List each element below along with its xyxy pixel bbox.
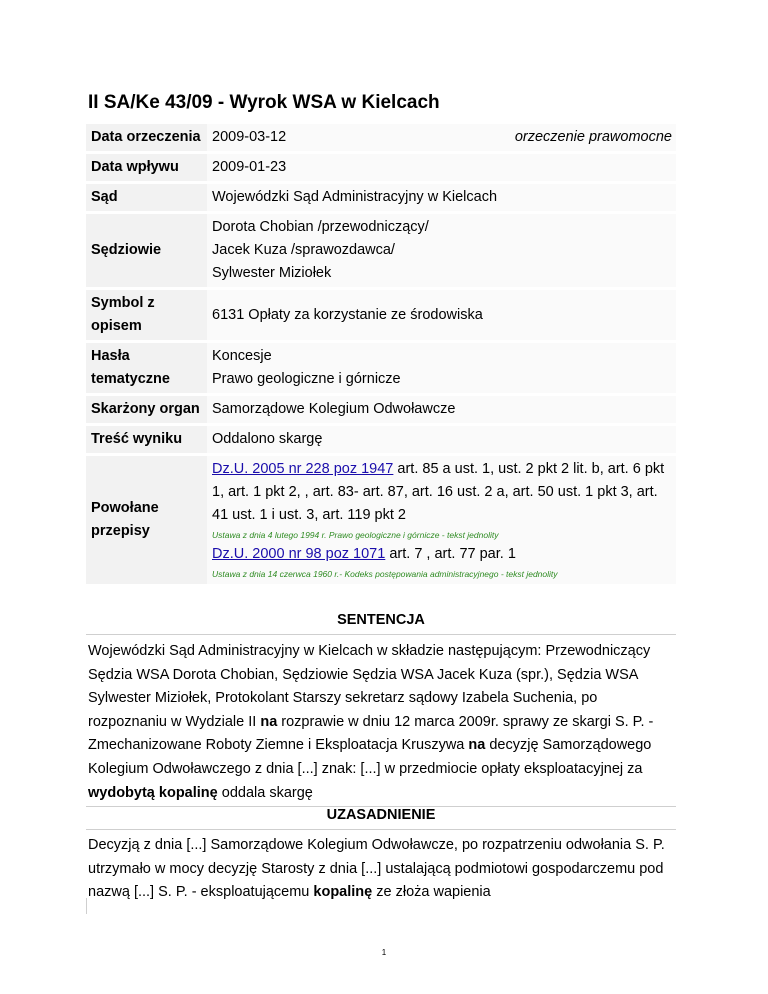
- judges-label: Sędziowie: [86, 214, 207, 287]
- sentencja-heading: SENTENCJA: [337, 612, 425, 628]
- court-label: Sąd: [86, 184, 207, 211]
- symbol-label: Symbol z opisem: [86, 290, 207, 340]
- table-row: [86, 343, 676, 393]
- provisions-label: Powołane przepisy: [86, 456, 207, 584]
- result-label: Treść wyniku: [86, 426, 207, 453]
- organ-value: Samorządowe Kolegium Odwoławcze: [207, 396, 676, 423]
- divider: [86, 634, 676, 635]
- uzasadnienie-paragraph: Decyzją z dnia [...] Samorządowe Kolegium Odwoławcze, po rozpatrzeniu odwołania S. P. utrzymało w mocy decyzję Starosty z dnia [...] ustalającą podmiotowi gospodarczemu pod nazwą [...] S. P. - eksploatującemu kopalinę ze złoża wapienia: [88, 837, 665, 901]
- table-row: [86, 290, 676, 340]
- keywords-label: Hasła tematyczne: [86, 343, 207, 393]
- judge-item: Dorota Chobian /przewodniczący/: [212, 219, 429, 235]
- provision-link[interactable]: Dz.U. 2005 nr 228 poz 1947: [212, 461, 394, 477]
- uzasadnienie-heading: UZASADNIENIE: [326, 807, 436, 823]
- metadata-table: [86, 121, 676, 587]
- received-value: 2009-01-23: [207, 154, 676, 181]
- table-row: [86, 184, 676, 211]
- provision-text: art. 85 a ust. 1, ust. 2 pkt 2 lit. b, art. 6 pkt 1, art. 1 pkt 2, , art. 83- art. 87, art. 16 ust. 2 a, art. 50 ust. 1 pkt 3, art. 41 ust. 1 i ust. 3, art. 119 pkt 2: [212, 461, 665, 523]
- table-row: [86, 154, 676, 181]
- date-label: Data orzeczenia: [86, 124, 207, 151]
- provision-text: art. 7 , art. 77 par. 1: [385, 546, 516, 562]
- provision-item: [212, 458, 672, 527]
- judge-item: Jacek Kuza /sprawozdawca/: [212, 242, 395, 258]
- received-label: Data wpływu: [86, 154, 207, 181]
- keyword-item: Prawo geologiczne i górnicze: [212, 371, 401, 387]
- page-number: 1: [381, 948, 387, 957]
- divider: [86, 898, 87, 914]
- judge-item: Sylwester Miziołek: [212, 265, 332, 281]
- symbol-value: 6131 Opłaty za korzystanie ze środowiska: [207, 290, 676, 340]
- divider: [86, 829, 676, 830]
- provision-note: Ustawa z dnia 4 lutego 1994 r. Prawo geologiczne i górnicze - tekst jednolity: [212, 530, 499, 540]
- keyword-item: Koncesje: [212, 348, 272, 364]
- provision-item: [212, 543, 672, 566]
- status-badge: orzeczenie prawomocne: [514, 129, 672, 145]
- provision-link[interactable]: Dz.U. 2000 nr 98 poz 1071: [212, 546, 386, 562]
- table-row: [86, 396, 676, 423]
- organ-label: Skarżony organ: [86, 396, 207, 423]
- table-row: [86, 456, 676, 584]
- table-row: [86, 124, 676, 151]
- sentencja-paragraph: Wojewódzki Sąd Administracyjny w Kielcach w składzie następującym: Przewodniczący Sędzia WSA Dorota Chobian, Sędziowie Sędzia WSA Jacek Kuza (spr.), Sędzia WSA Sylwester Miziołek, Protokolant Starszy sekretarz sądowy Izabela Suchenia, po rozpoznaniu w Wydziale II na rozprawie w dniu 12 marca 2009r. sprawy ze skargi S. P. - Zmechanizowane Roboty Ziemne i Eksploatacja Kruszywa na decyzję Samorządowego Kolegium Odwoławczego z dnia [...] znak: [...] w przedmiocie opłaty eksploatacyjnej za wydobytą kopalinę oddala skargę: [88, 643, 654, 801]
- table-row: [86, 214, 676, 287]
- date-value: 2009-03-12: [212, 129, 287, 145]
- table-row: [86, 426, 676, 453]
- provision-note: Ustawa z dnia 14 czerwca 1960 r.- Kodeks postępowania administracyjnego - tekst jednolity: [212, 569, 558, 579]
- court-value: Wojewódzki Sąd Administracyjny w Kielcach: [207, 184, 676, 211]
- result-value: Oddalono skargę: [207, 426, 676, 453]
- page-title: II SA/Ke 43/09 - Wyrok WSA w Kielcach: [88, 92, 440, 113]
